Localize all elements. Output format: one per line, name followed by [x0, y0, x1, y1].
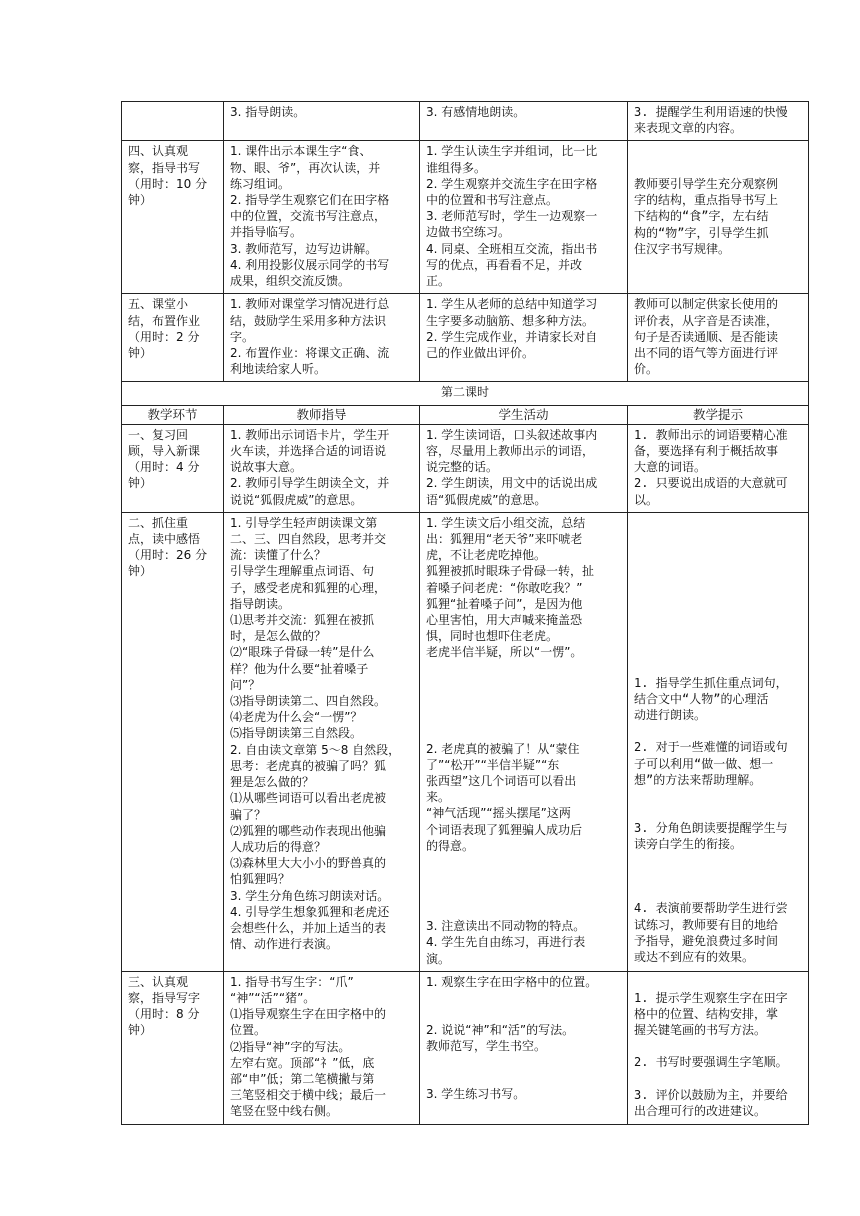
- cell-line: 张西望”这几个词语可以看出: [426, 774, 577, 789]
- cell-line: 动进行朗读。: [634, 708, 707, 723]
- cell-line: 中的位置和书写注意点。: [426, 193, 559, 208]
- cell-line: 出：狐狸用“老天爷”来吓唬老: [426, 532, 583, 547]
- cell-line: （用时：8 分: [128, 1007, 200, 1022]
- cell-line: 2. 布置作业：将课文正确、流: [230, 346, 390, 361]
- cell-line: 2. 自由读文章第 5～8 自然段，: [230, 742, 401, 757]
- cell-line: 三、认真观: [128, 974, 189, 989]
- cell-line: 来。: [426, 790, 451, 805]
- cell-line: 1. 学生认读生字并组词，比一比: [426, 144, 598, 159]
- cell-line: 予指导，避免浪费过多时间: [634, 933, 779, 948]
- cell-line: 来表现文章的内容。: [634, 121, 743, 136]
- cell-line: 练习组词。: [230, 176, 291, 191]
- cell-line: [634, 1071, 802, 1087]
- tip-cell: [628, 294, 809, 382]
- cell-line: 演。: [426, 951, 451, 966]
- cell-line: （用时：4 分: [128, 460, 200, 475]
- cell-line: ⑵指导“神”字的写法。: [230, 1039, 351, 1054]
- cell-line: 1. 学生从老师的总结中知道学习: [426, 297, 598, 312]
- cell-line: ⑴思考并交流：狐狸在被抓: [230, 613, 375, 628]
- cell-line: 出合理可行的改进建议。: [634, 1103, 767, 1118]
- cell-line: [634, 595, 802, 611]
- cell-line: 句子是否读通顺、是否能读: [634, 329, 779, 344]
- cell-line: 写的优点，再看看不足，并改: [426, 257, 583, 272]
- cell-line: 1. 教师出示词语卡片，学生开: [230, 427, 390, 442]
- cell-line: 情、动作进行表演。: [230, 937, 339, 952]
- cell-line: 察，指导写字: [128, 990, 201, 1005]
- cell-line: 结，布置作业: [128, 313, 201, 328]
- cell-line: [634, 547, 802, 563]
- header-stage: 教学环节: [122, 405, 224, 424]
- cell-line: ⑶指导朗读第二、四自然段。: [230, 694, 387, 709]
- tip-cell: [628, 424, 809, 512]
- cell-line: 骗了？: [230, 807, 267, 822]
- cell-line: 结合文中“人物”的心理活: [634, 692, 769, 707]
- student-cell: [420, 512, 628, 971]
- cell-line: 2. 教师引导学生朗读全文，并: [230, 476, 390, 491]
- cell-line: 3. 指导朗读。: [230, 105, 306, 119]
- stage-cell: [122, 294, 224, 382]
- header-teacher: 教师指导: [224, 405, 420, 424]
- cell-line: 握关键笔画的书写方法。: [634, 1023, 767, 1038]
- cell-line: 字的结构，重点指导书写上: [634, 193, 779, 208]
- table-row: [122, 512, 809, 971]
- cell-line: 4. 引导学生想象狐狸和老虎还: [230, 904, 390, 919]
- cell-line: 的得意。: [426, 838, 475, 853]
- cell-line: 钟）: [128, 1023, 153, 1038]
- cell-line: 大意的词语。: [634, 460, 707, 475]
- cell-line: 火车读，并选择合适的词语说: [230, 444, 387, 459]
- cell-line: 4. 同桌、全班相互交流，指出书: [426, 241, 598, 256]
- teacher-cell: [224, 971, 420, 1124]
- cell-line: （用时：26 分: [128, 548, 208, 563]
- cell-line: 钟）: [128, 564, 153, 579]
- student-cell: [420, 102, 628, 141]
- cell-line: 价。: [634, 362, 659, 377]
- cell-line: 狐狸被抓时眼珠子骨碌一转，扯: [426, 564, 595, 579]
- cell-line: 评价表，从字音是否读准，: [634, 313, 779, 328]
- cell-line: 己的作业做出评价。: [426, 346, 535, 361]
- cell-line: 3. 提醒学生利用语速的快慢: [634, 105, 788, 119]
- cell-line: 子可以利用“做一做、想一: [634, 756, 774, 771]
- cell-line: ⑷老虎为什么会“一愣”？: [230, 710, 363, 725]
- cell-line: ⑵狐狸的哪些动作表现出他骗: [230, 823, 387, 838]
- cell-line: 1. 教师对课堂学习情况进行总: [230, 297, 390, 312]
- cell-line: 3. 评价以鼓励为主，并要给: [634, 1087, 788, 1102]
- cell-line: 结，鼓励学生采用多种方法识: [230, 313, 387, 328]
- cell-line: [634, 531, 802, 547]
- cell-line: 4. 学生先自由练习，再进行表: [426, 935, 586, 950]
- cell-line: ⑴从哪些词语可以看出老虎被: [230, 791, 387, 806]
- cell-line: 1. 教师出示的词语要精心准: [634, 427, 788, 442]
- cell-line: 1. 提示学生观察生字在田字: [634, 990, 788, 1005]
- cell-line: 3. 注意读出不同动物的特点。: [426, 919, 586, 934]
- table-row: [122, 971, 809, 1124]
- cell-line: [634, 515, 802, 531]
- cell-line: 2. 学生观察并交流生字在田字格: [426, 176, 598, 191]
- cell-line: 四、认真观: [128, 144, 189, 159]
- lesson-plan-table: [121, 101, 809, 1125]
- cell-line: 2. 学生朗读，用文中的话说出成: [426, 476, 598, 491]
- cell-line: [426, 677, 621, 693]
- cell-line: 流：读懂了什么？: [230, 548, 327, 563]
- cell-line: 构的“物”字，引导学生抓: [634, 225, 769, 240]
- cell-line: 怕狐狸吗？: [230, 872, 291, 887]
- section-row: [122, 382, 809, 405]
- cell-line: 狐狸“扯着嗓子问”，是因为他: [426, 596, 583, 611]
- cell-line: 3. 教师范写，边写边讲解。: [230, 241, 378, 256]
- cell-line: [426, 709, 621, 725]
- cell-line: 物、眼、爷”，再次认读，并: [230, 160, 381, 175]
- cell-line: 时，是怎么做的？: [230, 629, 327, 644]
- cell-line: 或达不到应有的效果。: [634, 950, 755, 965]
- cell-line: 容，尽量用上教师出示的词语，: [426, 444, 595, 459]
- teacher-cell: [224, 141, 420, 294]
- cell-line: 2. 老虎真的被骗了！从“蒙住: [426, 741, 580, 756]
- cell-line: 1. 观察生字在田字格中的位置。: [426, 974, 598, 989]
- cell-line: 3. 有感情地朗读。: [426, 105, 526, 119]
- cell-line: 试练习，教师要有目的地给: [634, 917, 779, 932]
- cell-line: 问”？: [230, 677, 261, 692]
- teacher-cell: [224, 512, 420, 971]
- cell-line: [634, 579, 802, 595]
- stage-cell: [122, 424, 224, 512]
- cell-line: [426, 725, 621, 741]
- table-row: [122, 141, 809, 294]
- cell-line: 教师范写，学生书空。: [426, 1039, 547, 1054]
- cell-line: [634, 627, 802, 643]
- cell-line: 1. 指导学生抓住重点词句，: [634, 675, 788, 690]
- cell-line: 二、三、四自然段，思考并交: [230, 532, 387, 547]
- cell-line: [634, 659, 802, 675]
- cell-line: 2. 书写时要强调生字笔顺。: [634, 1055, 788, 1070]
- cell-line: 语“狐假虎威”的意思。: [426, 492, 547, 507]
- cell-line: 4. 表演前要帮助学生进行尝: [634, 901, 788, 916]
- cell-line: 下结构的“食”字，左右结: [634, 209, 769, 224]
- stage-cell: [122, 141, 224, 294]
- cell-line: ⑶森林里大大小小的野兽真的: [230, 856, 387, 871]
- cell-line: 了”“松开”“半信半疑”“东: [426, 757, 560, 772]
- cell-line: ⑵“眼珠子骨碌一转”是什么: [230, 645, 375, 660]
- cell-line: [426, 990, 621, 1006]
- cell-line: 会想些什么，并加上适当的表: [230, 920, 387, 935]
- cell-line: [634, 611, 802, 627]
- student-cell: [420, 141, 628, 294]
- cell-line: 想”的方法来帮助理解。: [634, 772, 762, 787]
- teacher-cell: [224, 102, 420, 141]
- cell-line: 二、抓住重: [128, 515, 189, 530]
- cell-line: 狸是怎么做的？: [230, 775, 315, 790]
- cell-line: 钟）: [128, 476, 153, 491]
- tip-cell: [628, 971, 809, 1124]
- cell-line: 利地读给家人听。: [230, 362, 327, 377]
- cell-line: 教师可以制定供家长使用的: [634, 297, 779, 312]
- tip-cell: [628, 141, 809, 294]
- cell-line: 3. 学生分角色练习朗读对话。: [230, 888, 390, 903]
- cell-line: 1. 指导书写生字：“爪”: [230, 974, 354, 989]
- cell-line: 教师要引导学生充分观察例: [634, 176, 779, 191]
- cell-line: 住汉字书写规律。: [634, 241, 731, 256]
- cell-line: 边做书空练习。: [426, 225, 511, 240]
- table-row: [122, 424, 809, 512]
- stage-cell: [122, 971, 224, 1124]
- cell-line: 1. 课件出示本课生字“食、: [230, 144, 372, 159]
- cell-line: 左窄右宽。顶部“礻”低，底: [230, 1055, 375, 1070]
- teacher-cell: [224, 294, 420, 382]
- cell-line: 钟）: [128, 346, 153, 361]
- cell-line: “神气活现”“摇头摆尾”这两: [426, 806, 571, 821]
- cell-line: 一、复习回: [128, 427, 189, 442]
- cell-line: 察，指导书写: [128, 160, 201, 175]
- cell-line: [426, 661, 621, 677]
- cell-line: 子，感受老虎和狐狸的心理，: [230, 580, 387, 595]
- cell-line: 字。: [230, 329, 255, 344]
- cell-line: 人成功后的得意？: [230, 839, 327, 854]
- cell-line: （用时：2 分: [128, 329, 200, 344]
- cell-line: [634, 804, 802, 820]
- cell-line: 顾，导入新课: [128, 444, 201, 459]
- cell-line: 样？他为什么要“扯着嗓子: [230, 661, 369, 676]
- cell-line: 2. 只要说出成语的大意就可: [634, 476, 788, 491]
- cell-line: 谁组得多。: [426, 160, 487, 175]
- cell-line: 并指导临写。: [230, 225, 303, 240]
- tip-cell: [628, 512, 809, 971]
- cell-line: 1. 学生读文后小组交流，总结: [426, 515, 586, 530]
- cell-line: 说故事大意。: [230, 460, 303, 475]
- cell-line: 4. 利用投影仪展示同学的书写: [230, 257, 390, 272]
- cell-line: 2. 学生完成作业，并请家长对自: [426, 329, 598, 344]
- cell-line: 引导学生理解重点词语、句: [230, 564, 375, 579]
- table-row: [122, 294, 809, 382]
- cell-line: 3. 学生练习书写。: [426, 1087, 526, 1102]
- cell-line: 成果，组织交流反馈。: [230, 274, 351, 289]
- tip-cell: [628, 102, 809, 141]
- cell-line: 钟）: [128, 193, 153, 208]
- cell-line: 以。: [634, 492, 659, 507]
- stage-cell: [122, 102, 224, 141]
- cell-line: [634, 723, 802, 739]
- cell-line: 2. 说说“神”和“活”的写法。: [426, 1022, 575, 1037]
- cell-line: 惧，同时也想吓住老虎。: [426, 629, 559, 644]
- cell-line: [634, 884, 802, 900]
- cell-line: 三笔竖相交于横中线；最后一: [230, 1088, 387, 1103]
- cell-line: 格中的位置、结构安排，掌: [634, 1006, 779, 1021]
- cell-line: “神”“活”“猪”。: [230, 990, 316, 1005]
- cell-line: 指导朗读。: [230, 596, 291, 611]
- cell-line: [634, 868, 802, 884]
- cell-line: 2. 指导学生观察它们在田字格: [230, 193, 390, 208]
- cell-line: 虎，不让老虎吃掉他。: [426, 548, 547, 563]
- cell-line: [426, 870, 621, 886]
- cell-line: 部“申”低；第二笔横撇与第: [230, 1071, 375, 1086]
- cell-line: 位置。: [230, 1023, 267, 1038]
- header-student: 学生活动: [420, 405, 628, 424]
- cell-line: [634, 852, 802, 868]
- cell-line: [634, 788, 802, 804]
- cell-line: 3. 分角色朗读要提醒学生与: [634, 821, 788, 836]
- cell-line: 1. 学生读词语，口头叙述故事内: [426, 427, 598, 442]
- cell-line: 个词语表现了狐狸骗人成功后: [426, 822, 583, 837]
- cell-line: [634, 563, 802, 579]
- cell-line: 3. 老师范写时，学生一边观察一: [426, 209, 598, 224]
- cell-line: ⑴指导观察生字在田字格中的: [230, 1007, 387, 1022]
- cell-line: 说说“狐假虎威”的意思。: [230, 492, 363, 507]
- cell-line: [634, 643, 802, 659]
- cell-line: [634, 1038, 802, 1054]
- stage-cell: [122, 512, 224, 971]
- cell-line: 笔竖在竖中线右侧。: [230, 1104, 339, 1119]
- cell-line: 出不同的语气等方面进行评: [634, 346, 779, 361]
- cell-line: 2. 对于一些难懂的词语或句: [634, 740, 788, 755]
- cell-line: （用时：10 分: [128, 176, 208, 191]
- student-cell: [420, 294, 628, 382]
- cell-line: ⑸指导朗读第三自然段。: [230, 726, 363, 741]
- header-tip: 教学提示: [628, 405, 809, 424]
- cell-line: [426, 854, 621, 870]
- student-cell: [420, 971, 628, 1124]
- cell-line: [426, 693, 621, 709]
- cell-line: [634, 974, 802, 990]
- cell-line: 老虎半信半疑，所以“一愣”。: [426, 645, 583, 660]
- student-cell: [420, 424, 628, 512]
- cell-line: [426, 886, 621, 902]
- cell-line: 五、课堂小: [128, 297, 189, 312]
- cell-line: [426, 902, 621, 918]
- header-row: [122, 405, 809, 424]
- section-title: 第二课时: [122, 382, 809, 405]
- cell-line: 着嗓子问老虎：“你敢吃我？”: [426, 580, 583, 595]
- table-row: [122, 102, 809, 141]
- cell-line: [426, 1070, 621, 1086]
- cell-line: 正。: [426, 274, 451, 289]
- cell-line: 1. 引导学生轻声朗读课文第: [230, 515, 378, 530]
- cell-line: 备，要选择有利于概括故事: [634, 444, 779, 459]
- cell-line: [426, 1006, 621, 1022]
- cell-line: 思考：老虎真的被骗了吗？狐: [230, 758, 387, 773]
- cell-line: 说完整的话。: [426, 460, 499, 475]
- cell-line: 读旁白学生的衔接。: [634, 837, 743, 852]
- cell-line: 生字要多动脑筋、想多种方法。: [426, 313, 595, 328]
- cell-line: 点，读中感悟: [128, 532, 201, 547]
- teacher-cell: [224, 424, 420, 512]
- cell-line: [426, 1054, 621, 1070]
- cell-line: 心里害怕，用大声喊来掩盖恐: [426, 613, 583, 628]
- cell-line: 中的位置，交流书写注意点，: [230, 209, 387, 224]
